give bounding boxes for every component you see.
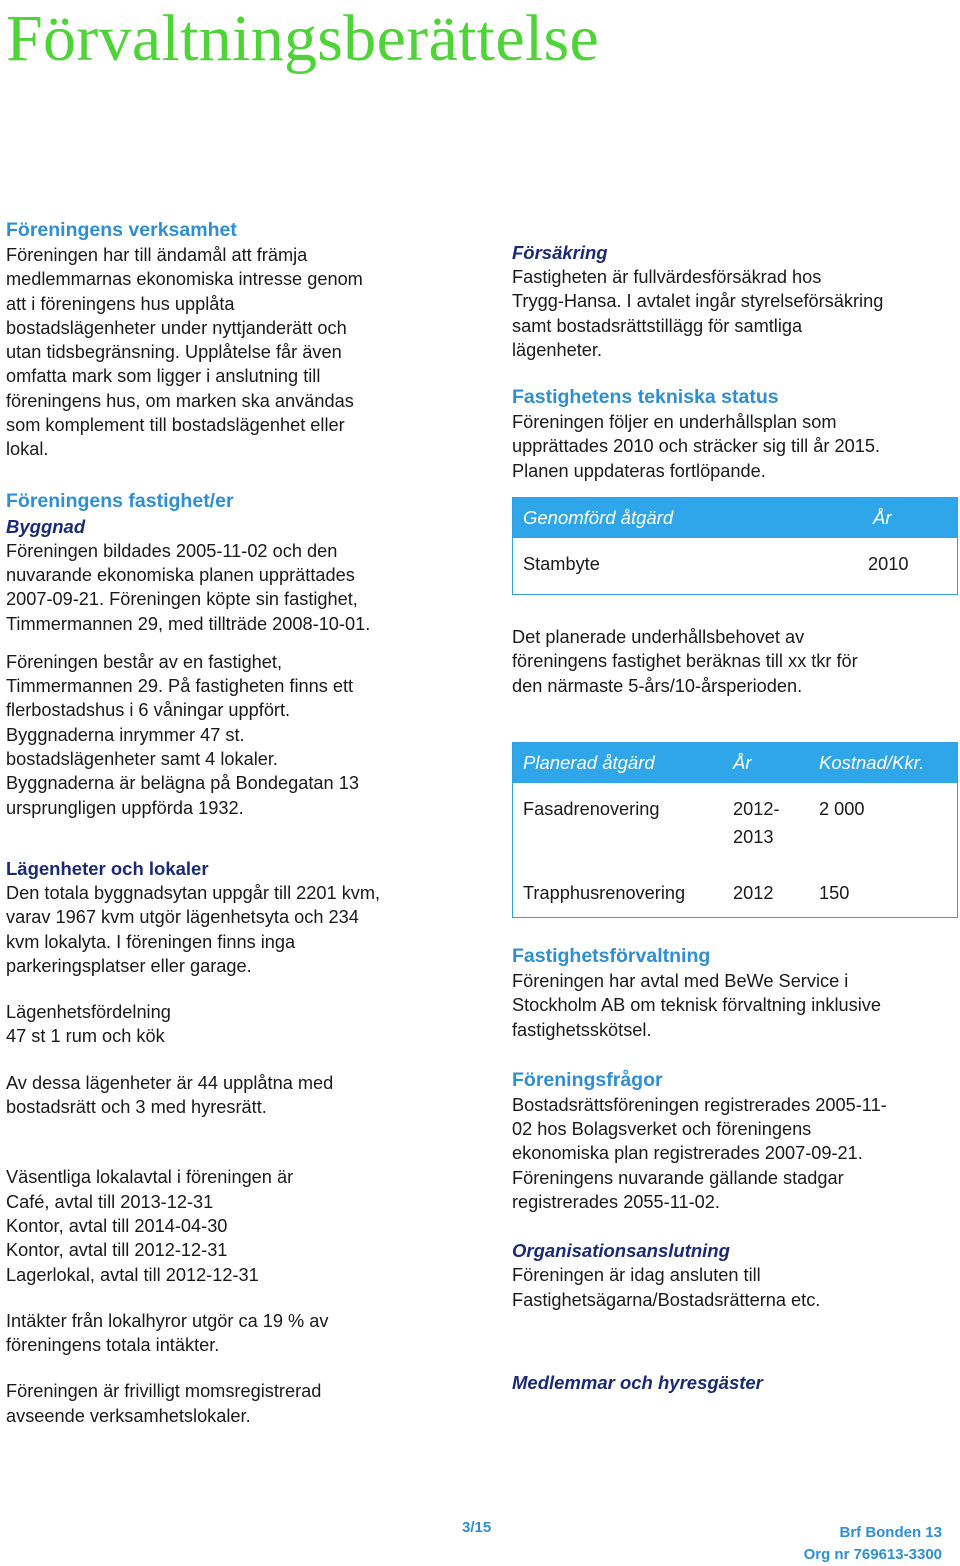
- table1-header-atgard: Genomförd åtgärd: [513, 498, 864, 539]
- byggnad-text: Föreningen bildades 2005-11-02 och den nuvarande ekonomiska planen upprättades 2007-09-21. Föreningen köpte sin fastighet, Timmermannen 29, med tillträde 2008-10-01.: [6, 540, 371, 634]
- status-text: Föreningen följer en underhållsplan som upprättades 2010 och sträcker sig till år 2015. Planen uppdateras fortlöpande.: [512, 412, 881, 481]
- fordelning-text: Lägenhetsfördelning 47 st 1 rum och kök: [6, 1002, 171, 1047]
- table-row: [513, 867, 958, 917]
- fragor-heading: Föreningsfrågor: [512, 1068, 663, 1091]
- table2-cell: 2012- 2013: [733, 798, 780, 847]
- table2-cell: 150: [819, 883, 850, 904]
- forsakring-text: Fastigheten är fullvärdesförsäkrad hos Trygg-Hansa. I avtalet ingår styrelseförsäkring samt bostadsrättstillägg för samtliga lägenheter.: [512, 267, 884, 360]
- byggnad-heading: Byggnad: [6, 515, 86, 537]
- table2-cell: 2 000: [819, 798, 865, 819]
- planerade-text: Det planerade underhållsbehovet av föreningens fastighet beräknas till xx tkr för den närmaste 5-års/10-årsperioden.: [512, 627, 858, 696]
- right-column: [512, 240, 952, 1395]
- planerad-table: [512, 742, 958, 918]
- lagenheter-text: Den totala byggnadsytan uppgår till 2201 kvm, varav 1967 kvm utgör lägenhetsyta och 234 kvm lokalyta. I föreningen finns inga parkeringsplatser eller garage.: [6, 882, 381, 976]
- moms-text: Föreningen är frivilligt momsregistrerad avseende verksamhetslokaler.: [6, 1381, 322, 1426]
- lagenheter-heading: Lägenheter och lokaler: [6, 857, 209, 879]
- page-title: Förvaltningsberättelse: [6, 2, 600, 75]
- fragor-text: Bostadsrättsföreningen registrerades 2005-11- 02 hos Bolagsverket och föreningens ekonomiska plan registrerades 2007-09-21. Föreningens nuvarande gällande stadgar registrerades 2055-11-02.: [512, 1094, 887, 1213]
- table1-header-ar: År: [863, 498, 958, 539]
- upplatna-text: Av dessa lägenheter är 44 upplåtna med bostadsrätt och 3 med hyresrätt.: [6, 1072, 334, 1118]
- medlemmar-heading: Medlemmar och hyresgäster: [512, 1371, 763, 1393]
- table-row: [513, 783, 958, 867]
- org-heading: Organisationsanslutning: [512, 1240, 730, 1262]
- lokalavtal-text: Väsentliga lokalavtal i föreningen är Café, avtal till 2013-12-31 Kontor, avtal till 2014-04-30 Kontor, avtal till 2012-12-31 Lagerlokal, avtal till 2012-12-31: [6, 1167, 294, 1285]
- forvaltning-heading: Fastighetsförvaltning: [512, 944, 711, 967]
- bestar-text: Föreningen består av en fastighet, Timmermannen 29. På fastigheten finns ett flerbostadshus i 6 våningar uppfört. Byggnaderna inrymmer 47 st. bostadslägenheter samt 4 lokaler. Byggnaderna är belägna på Bondegatan 13 ursprungligen uppförda 1932.: [6, 651, 359, 818]
- fastighet-heading: Föreningens fastighet/er: [6, 489, 234, 512]
- forvaltning-text: Föreningen har avtal med BeWe Service i Stockholm AB om teknisk förvaltning inklusive fastighetsskötsel.: [512, 970, 881, 1040]
- table2-header-ar: År: [723, 742, 809, 783]
- table2-header-atgard: Planerad åtgärd: [513, 742, 724, 783]
- table1-cell: 2010: [868, 554, 909, 575]
- intakter-text: Intäkter från lokalhyror utgör ca 19 % av föreningens totala intäkter.: [6, 1310, 329, 1356]
- verksamhet-heading: Föreningens verksamhet: [6, 219, 237, 241]
- page-number: 3/15: [462, 1519, 492, 1536]
- left-column: [6, 218, 466, 1428]
- genomford-table: [512, 497, 958, 595]
- table1-cell: Stambyte: [523, 554, 600, 575]
- footer-name: Brf Bonden 13: [839, 1524, 942, 1541]
- status-heading: Fastighetens tekniska status: [512, 386, 779, 409]
- table2-cell: Fasadrenovering: [523, 798, 660, 819]
- footer-org: [804, 1522, 942, 1566]
- org-text: Föreningen är idag ansluten till Fastighetsägarna/Bostadsrätterna etc.: [512, 1265, 821, 1310]
- verksamhet-text: Föreningen har till ändamål att främja medlemmarnas ekonomiska intresse genom att i föreningens hus upplåta bostadslägenheter under nyttjanderätt och utan tidsbegränsning. Upplåtelse får även omfatta mark som ligger i anslutning till föreningens hus, om marken ska användas som komplement till bostadslägenhet eller lokal.: [6, 245, 363, 460]
- footer-orgnr: Org nr 769613-3300: [803, 1546, 942, 1563]
- table2-header-kostnad: Kostnad/Kkr.: [809, 742, 958, 783]
- table-row: [513, 538, 958, 595]
- table2-cell: 2012: [733, 883, 774, 904]
- forsakring-heading: Försäkring: [512, 242, 608, 263]
- table2-cell: Trapphusrenovering: [523, 883, 686, 904]
